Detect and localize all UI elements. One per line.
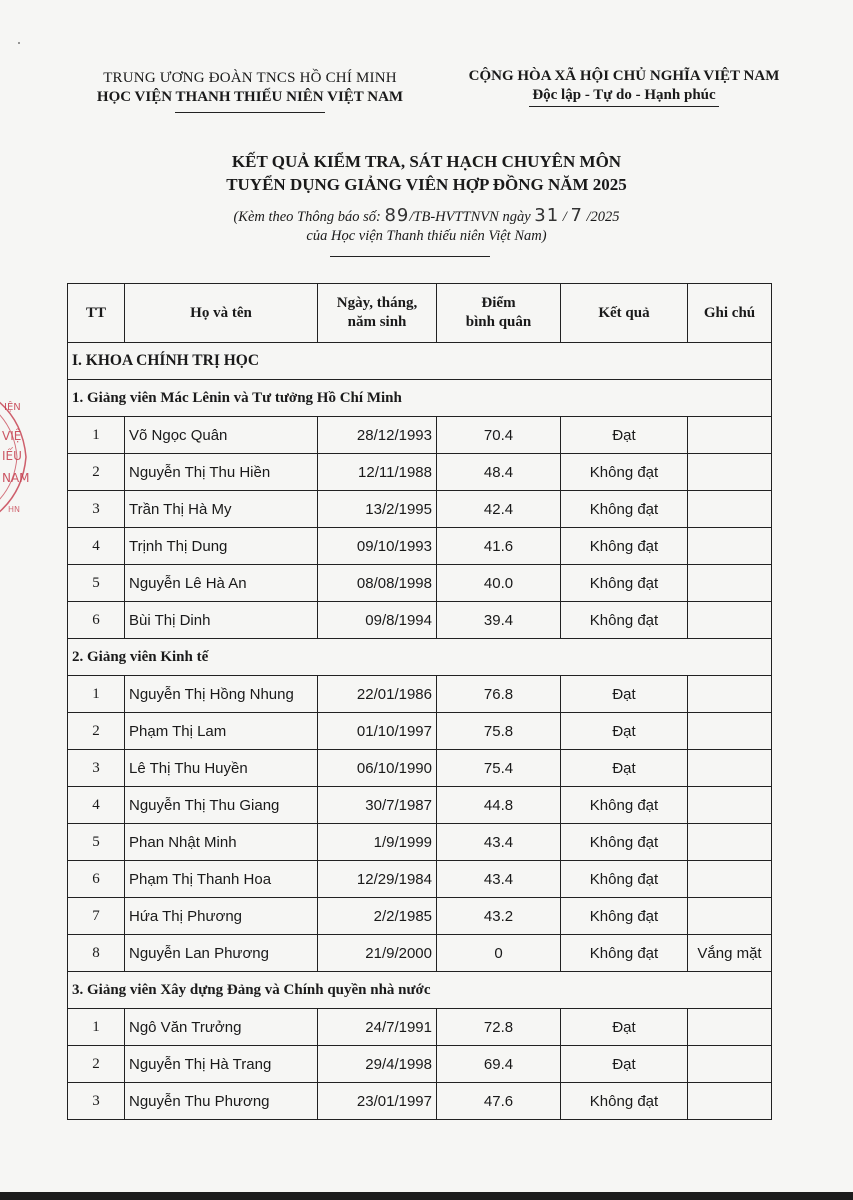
issuer-underline	[175, 112, 325, 113]
cell-result: Không đạt	[561, 787, 688, 824]
cell-note	[688, 602, 772, 639]
table-row	[68, 602, 772, 639]
cell-dob: 12/29/1984	[318, 861, 437, 898]
group-row	[68, 639, 772, 676]
cell-name: Nguyễn Thu Phương	[125, 1083, 318, 1120]
cell-result: Đạt	[561, 713, 688, 750]
group-title: 2. Giảng viên Kinh tế	[68, 639, 772, 676]
cell-tt: 1	[68, 676, 125, 713]
cell-dob: 29/4/1998	[318, 1046, 437, 1083]
table-row	[68, 935, 772, 972]
cell-tt: 7	[68, 898, 125, 935]
header-score	[437, 284, 561, 343]
cell-name: Trần Thị Hà My	[125, 491, 318, 528]
cell-note	[688, 861, 772, 898]
cell-name: Nguyễn Thị Hồng Nhung	[125, 676, 318, 713]
cell-name: Nguyễn Lê Hà An	[125, 565, 318, 602]
cell-note	[688, 1083, 772, 1120]
svg-text:HN: HN	[8, 505, 20, 514]
cell-note	[688, 750, 772, 787]
group-title: 1. Giảng viên Mác Lênin và Tư tưởng Hồ Chí Minh	[68, 380, 772, 417]
header-name: Họ và tên	[125, 284, 318, 343]
cell-dob: 12/11/1988	[318, 454, 437, 491]
cell-tt: 3	[68, 491, 125, 528]
document-title-line2: TUYỂN DỤNG GIẢNG VIÊN HỢP ĐỒNG NĂM 2025	[226, 175, 627, 194]
cell-tt: 2	[68, 713, 125, 750]
cell-name: Võ Ngọc Quân	[125, 417, 318, 454]
reference-code: /TB-HVTTNVN ngày	[409, 209, 531, 225]
cell-name: Nguyễn Thị Hà Trang	[125, 1046, 318, 1083]
motto-underline	[529, 106, 719, 107]
table-row	[68, 676, 772, 713]
svg-text:NAM: NAM	[2, 471, 30, 485]
group-row	[68, 972, 772, 1009]
cell-note	[688, 1046, 772, 1083]
cell-score: 47.6	[437, 1083, 561, 1120]
cell-note: Vắng mặt	[688, 935, 772, 972]
cell-note	[688, 824, 772, 861]
cell-name: Ngô Văn Trưởng	[125, 1009, 318, 1046]
cell-tt: 1	[68, 417, 125, 454]
handwritten-number: 89	[384, 205, 410, 226]
table-row	[68, 787, 772, 824]
cell-tt: 8	[68, 935, 125, 972]
cell-tt: 5	[68, 824, 125, 861]
cell-score: 0	[437, 935, 561, 972]
cell-result: Không đạt	[561, 1083, 688, 1120]
cell-tt: 2	[68, 1046, 125, 1083]
cell-dob: 06/10/1990	[318, 750, 437, 787]
cell-result: Đạt	[561, 750, 688, 787]
header-dob-line2: năm sinh	[347, 314, 407, 330]
cell-tt: 1	[68, 1009, 125, 1046]
seal-graphic	[0, 382, 34, 532]
group-title: 3. Giảng viên Xây dựng Đảng và Chính quyền nhà nước	[68, 972, 772, 1009]
section-title: I. KHOA CHÍNH TRỊ HỌC	[68, 343, 772, 380]
header-result: Kết quả	[561, 284, 688, 343]
table-row	[68, 565, 772, 602]
cell-name: Phạm Thị Thanh Hoa	[125, 861, 318, 898]
cell-note	[688, 565, 772, 602]
cell-dob: 09/10/1993	[318, 528, 437, 565]
svg-text:IẾU: IẾU	[2, 449, 22, 463]
cell-result: Không đạt	[561, 528, 688, 565]
reference-year: /2025	[586, 209, 620, 225]
cell-result: Đạt	[561, 1046, 688, 1083]
cell-tt: 4	[68, 528, 125, 565]
cell-dob: 13/2/1995	[318, 491, 437, 528]
table-row	[68, 898, 772, 935]
cell-score: 42.4	[437, 491, 561, 528]
header-note: Ghi chú	[688, 284, 772, 343]
cell-dob: 2/2/1985	[318, 898, 437, 935]
table-row	[68, 454, 772, 491]
document-title-line1: KẾT QUẢ KIỂM TRA, SÁT HẠCH CHUYÊN MÔN	[231, 152, 622, 171]
cell-score: 43.4	[437, 861, 561, 898]
scan-bottom-edge	[0, 1192, 853, 1200]
cell-result: Không đạt	[561, 454, 688, 491]
reference-line	[0, 205, 853, 226]
cell-note	[688, 1009, 772, 1046]
scan-speck	[18, 42, 20, 44]
header-score-line1: Điểm	[481, 295, 516, 312]
header-dob-line1: Ngày, tháng,	[336, 295, 418, 312]
cell-name: Bùi Thị Dinh	[125, 602, 318, 639]
cell-dob: 23/01/1997	[318, 1083, 437, 1120]
table-body	[68, 343, 772, 1120]
table-row	[68, 1083, 772, 1120]
cell-tt: 3	[68, 1083, 125, 1120]
reference-prefix: (Kèm theo Thông báo số:	[233, 209, 381, 225]
cell-dob: 08/08/1998	[318, 565, 437, 602]
cell-result: Không đạt	[561, 935, 688, 972]
cell-note	[688, 528, 772, 565]
cell-score: 43.4	[437, 824, 561, 861]
national-heading	[438, 68, 810, 107]
cell-score: 72.8	[437, 1009, 561, 1046]
cell-score: 39.4	[437, 602, 561, 639]
cell-note	[688, 676, 772, 713]
table-row	[68, 417, 772, 454]
cell-name: Nguyễn Lan Phương	[125, 935, 318, 972]
section-row	[68, 343, 772, 380]
header-score-line2: bình quân	[465, 314, 532, 330]
cell-dob: 24/7/1991	[318, 1009, 437, 1046]
national-motto: Độc lập - Tự do - Hạnh phúc	[532, 87, 716, 103]
cell-score: 41.6	[437, 528, 561, 565]
date-slash: /	[562, 209, 567, 225]
cell-dob: 21/9/2000	[318, 935, 437, 972]
table-row	[68, 491, 772, 528]
cell-score: 43.2	[437, 898, 561, 935]
cell-score: 44.8	[437, 787, 561, 824]
cell-dob: 22/01/1986	[318, 676, 437, 713]
cell-note	[688, 898, 772, 935]
results-table	[67, 283, 772, 1120]
cell-result: Đạt	[561, 417, 688, 454]
cell-tt: 6	[68, 602, 125, 639]
svg-text:IỆN: IỆN	[4, 402, 21, 413]
table-row	[68, 750, 772, 787]
cell-score: 69.4	[437, 1046, 561, 1083]
cell-result: Không đạt	[561, 824, 688, 861]
cell-tt: 2	[68, 454, 125, 491]
cell-score: 75.8	[437, 713, 561, 750]
table-row	[68, 528, 772, 565]
svg-text:VIỆ: VIỆ	[2, 429, 22, 443]
cell-dob: 30/7/1987	[318, 787, 437, 824]
cell-name: Nguyễn Thị Thu Giang	[125, 787, 318, 824]
cell-tt: 3	[68, 750, 125, 787]
cell-result: Không đạt	[561, 491, 688, 528]
cell-result: Không đạt	[561, 602, 688, 639]
cell-dob: 01/10/1997	[318, 713, 437, 750]
country-name: CỘNG HÒA XÃ HỘI CHỦ NGHĨA VIỆT NAM	[468, 68, 780, 84]
cell-dob: 1/9/1999	[318, 824, 437, 861]
reference-issuer: của Học viện Thanh thiếu niên Việt Nam)	[306, 228, 547, 244]
cell-result: Không đạt	[561, 861, 688, 898]
cell-result: Đạt	[561, 1009, 688, 1046]
cell-dob: 28/12/1993	[318, 417, 437, 454]
cell-name: Hứa Thị Phương	[125, 898, 318, 935]
cell-tt: 4	[68, 787, 125, 824]
header-dob	[318, 284, 437, 343]
cell-score: 76.8	[437, 676, 561, 713]
cell-note	[688, 454, 772, 491]
red-seal-stamp	[0, 382, 34, 532]
cell-tt: 6	[68, 861, 125, 898]
cell-note	[688, 417, 772, 454]
handwritten-day: 31	[534, 205, 560, 226]
cell-name: Nguyễn Thị Thu Hiền	[125, 454, 318, 491]
group-row	[68, 380, 772, 417]
cell-score: 48.4	[437, 454, 561, 491]
cell-name: Lê Thị Thu Huyền	[125, 750, 318, 787]
cell-note	[688, 713, 772, 750]
cell-score: 75.4	[437, 750, 561, 787]
table-row	[68, 1009, 772, 1046]
cell-score: 70.4	[437, 417, 561, 454]
cell-dob: 09/8/1994	[318, 602, 437, 639]
cell-name: Trịnh Thị Dung	[125, 528, 318, 565]
handwritten-month: 7	[570, 205, 583, 226]
issuer-org: HỌC VIỆN THANH THIẾU NIÊN VIỆT NAM	[96, 89, 404, 105]
cell-note	[688, 787, 772, 824]
cell-name: Phan Nhật Minh	[125, 824, 318, 861]
table-row	[68, 824, 772, 861]
cell-result: Không đạt	[561, 565, 688, 602]
title-underline	[330, 256, 490, 257]
cell-tt: 5	[68, 565, 125, 602]
cell-name: Phạm Thị Lam	[125, 713, 318, 750]
table-row	[68, 713, 772, 750]
table-header-row	[68, 284, 772, 343]
table-row	[68, 1046, 772, 1083]
cell-result: Không đạt	[561, 898, 688, 935]
table-row	[68, 861, 772, 898]
cell-score: 40.0	[437, 565, 561, 602]
issuer-parent-org: TRUNG ƯƠNG ĐOÀN TNCS HỒ CHÍ MINH	[103, 70, 397, 86]
header-tt: TT	[68, 284, 125, 343]
cell-note	[688, 491, 772, 528]
issuer-block	[70, 70, 430, 113]
cell-result: Đạt	[561, 676, 688, 713]
